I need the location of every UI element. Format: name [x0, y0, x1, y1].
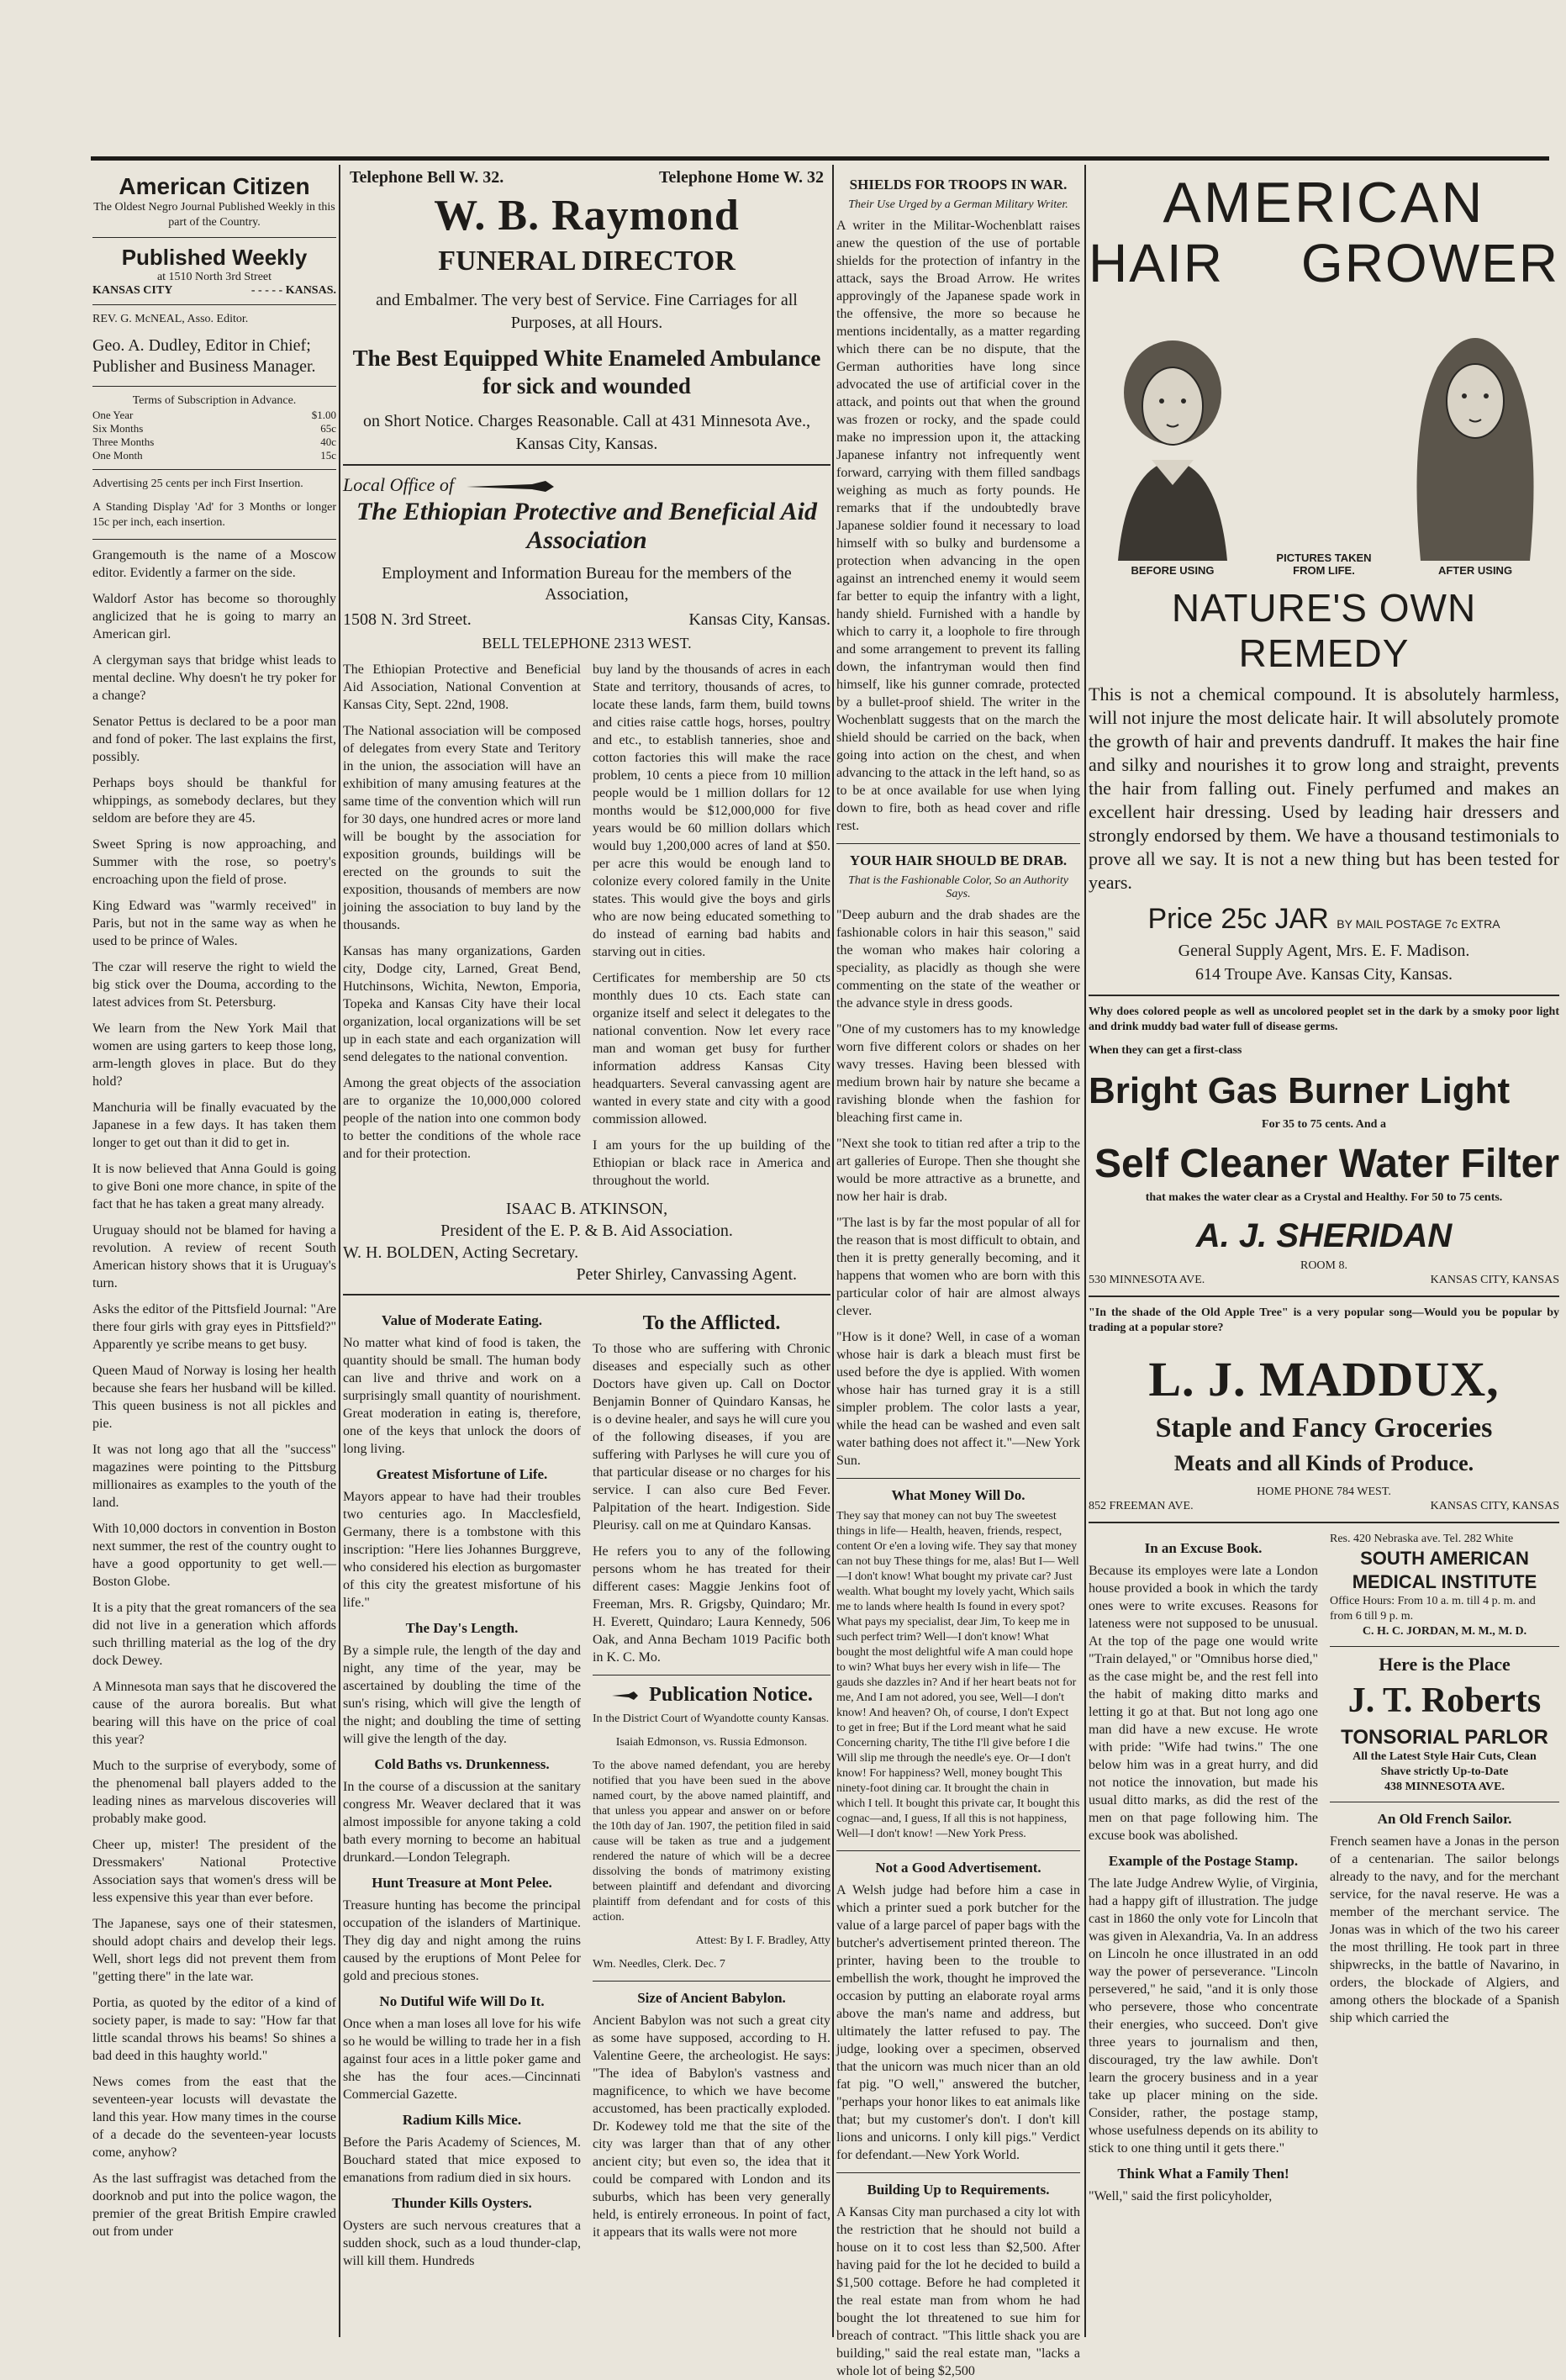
terms-label: Six Months: [92, 422, 144, 435]
divider: [1089, 1296, 1559, 1297]
roberts-address: 438 MINNESOTA AVE.: [1384, 1781, 1505, 1793]
article-body: No matter what kind of food is taken, the quantity should be small. The human body can live and thrive and work on a surprisingly small quantity of nourishment. Great moderation in eating is, therefore, one of the keys that unlock the doors of long living.: [343, 1336, 581, 1456]
portrait-row: [1089, 299, 1559, 577]
sheridan-street: 530 MINNESOTA AVE.: [1089, 1274, 1205, 1286]
news-item: Waldorf Astor has become so thoroughly anglicized that he is going to marry an American girl.: [92, 592, 336, 641]
divider: [92, 386, 336, 387]
notice-text: on Short Notice. Charges Reasonable. Call at 431 Minnesota Ave., Kansas City, Kansas.: [363, 412, 810, 453]
article-body: "One of my customers has to my knowledge worn five different colors or shades on her wavy tresses. Having been blessed with medium brown hair by nature she became a ravishing blonde when the fashion for bleaching first came in.: [836, 1022, 1080, 1125]
city-left: KANSAS CITY: [92, 284, 173, 297]
association-address: [343, 610, 830, 630]
woman-portrait-icon: [1101, 325, 1244, 561]
column-advertisements: [343, 168, 830, 2337]
city-right: - - - - - KANSAS.: [250, 284, 336, 297]
portrait-before: [1101, 325, 1244, 577]
notice-line: Wm. Needles, Clerk. Dec. 7: [593, 1958, 725, 1971]
middle-caption: PICTURES TAKEN FROM LIFE.: [1276, 551, 1372, 577]
remedy-description: This is not a chemical compound. It is absolutely harmless, will not injure the most delicate hair. It will absolutely promote the growth of hair and prevents dandruff. It makes the hair fine and silky and nourishes it to grow long and straight, prevents the hair from falling out. Finely perfumed and makes an excellent hair dressing. Used by leading hair dressers and strongly endorsed by them. We have a thousand testimonials to prove all we say. It is not a new thing but has been tested for years.: [1089, 683, 1559, 893]
divider: [1330, 1646, 1559, 1647]
top-rule: [91, 156, 1549, 161]
pointing-hand-icon: [610, 1690, 639, 1702]
terms-row: [92, 409, 336, 422]
divider: [836, 1850, 1080, 1851]
lower-left-articles: [343, 1304, 581, 2278]
divider: [92, 539, 336, 540]
news-item: A Minnesota man says that he discovered the cause of the aurora borealis. But what bearing will this have on the price of coal this year?: [92, 1680, 336, 1747]
south-american: SOUTH AMERICAN: [1360, 1548, 1529, 1569]
news-item: It is a pity that the great romancers of the sea did not live in a generation which affords such thrilling material as the log of the dry dock Dewey.: [92, 1601, 336, 1668]
paragraph: Kansas has many organizations, Garden city, Dodge city, Larned, Great Bend, Hutchinsons, Wichita, Newton, Emporia, Topeka and Kansas City have their local organization, local organizations will be set up in each state and each organization will send delegates to the national convention.: [343, 944, 581, 1064]
news-item: Sweet Spring is now approaching, and Summer with the rose, so poetry's encroaching upon the field of prose.: [92, 837, 336, 887]
office-hours: Office Hours: From 10 a. m. till 4 p. m. and from 6 till 9 p. m.: [1330, 1595, 1536, 1623]
postage-text: BY MAIL POSTAGE 7c EXTRA: [1337, 917, 1500, 931]
poem-heading: What Money Will Do.: [891, 1487, 1026, 1503]
article-body: A writer in the Militar-Wochenblatt raises anew the question of the use of portable shields for the protection of infantry in the attack, says the Broad Arrow. He writes approvingly of the Japanese spade work in the offensive, the more so because he mentions incidentally, as a matter regarding which there can be no dispute, that the German authorities have long since advocated the use of artificial cover in the attack, and points out that when the ground was frozen or rocky, and the spade could make no impression upon it, the attacking Japanese infantry not infrequently went forward, carrying with them filled sandbags weighing as much as forty pounds. He remarks that if the undoubtedly brave Japanese soldier found it necessary to load himself with so bulky and burdensome a protection when advancing in the open against an intrenched enemy it would seem far better to equip the infantry with a light, handy shield. Furnished with a handle by which to carry it, a loophole to fire through and some arrangement to prevent its falling down, the infantryman would then find himself, like his gunner comrade, protected by a bullet-proof shield. The writer in the Wochenblatt suggests that on the march the shield should be carried on the back, when going into action on the chest, and when advancing to the attack in the left hand, so as to be at once available for use when lying down to fire, both as head cover and rifle rest.: [836, 219, 1080, 833]
news-item: Grangemouth is the name of a Moscow editor. Evidently a farmer on the side.: [92, 548, 336, 580]
masthead-title: American Citizen: [119, 173, 310, 199]
news-item: Manchuria will be finally evacuated by the Japanese in a few days. It has taken them longer to get out than it did to get in.: [92, 1100, 336, 1150]
article-body: A Kansas City man purchased a city lot with the restriction that he should not build a house on it to cost less than $2,500. After having paid for the lot he decided to build a $1,500 cottage. Before he had completed it the real estate man from whom he had bought the lot threatened to sue him for breach of contract. "This little shack you are building," said the real estate man, "lacks a whole lot of being $2,500: [836, 2205, 1080, 2378]
article-body: "The last is by far the most popular of all for the reason that is most difficult to obtain, and then it is pretty generally becoming, and it happens that women who are born with this particular color of hair are almost always clever.: [836, 1216, 1080, 1318]
news-item: It was not long ago that all the "success" magazines were pointing to the Pittsburg millionaires as examples to the youth of the land.: [92, 1443, 336, 1510]
notice-line: Attest: By I. F. Bradley, Atty: [695, 1934, 830, 1947]
article-heading: No Dutiful Wife Will Do It.: [379, 1993, 545, 2009]
maddux-phone: HOME PHONE 784 WEST.: [1257, 1486, 1391, 1498]
news-item: King Edward was "warmly received" in Paris, but not in the same way as when he used to be prince of Wales.: [92, 899, 336, 948]
divider: [92, 304, 336, 305]
column-articles: [836, 168, 1080, 2378]
article-heading: Think What a Family Then!: [1117, 2166, 1289, 2182]
association-text-right: [593, 661, 830, 1198]
news-item: News comes from the east that the seventeen-year locusts will devastate the land this year. How many times in the course of a decade do the seventeen-year locusts come, anyhow?: [92, 2075, 336, 2160]
signature-title: President of the E. P. & B. Aid Association.: [440, 1222, 733, 1240]
terms-price: $1.00: [311, 409, 336, 421]
news-item: Uruguay should not be blamed for having a revolution. A review of recent South American history shows that it is Uruguay's turn.: [92, 1223, 336, 1290]
article-body: In the course of a discussion at the sanitary congress Mr. Weaver declared that it was almost impossible for anyone taking a cold bath every morning to become an habitual drunkard.—London Telegraph.: [343, 1780, 581, 1865]
terms-label: Three Months: [92, 435, 155, 448]
publication-notice-heading: [593, 1684, 830, 1707]
terms-row: [92, 449, 336, 462]
news-item: Queen Maud of Norway is losing her health because she fears her husband will be killed. This queen business is not all pickles and pie.: [92, 1364, 336, 1431]
terms-title: Terms of Subscription in Advance.: [132, 394, 297, 407]
telephone-bell: Telephone Bell W. 32.: [350, 168, 504, 187]
gas-burner-light: Bright Gas Burner Light: [1089, 1070, 1511, 1111]
article-body: Once when a man loses all love for his wife so he would be willing to trade her in a fish against four aces in a little poker game and she has the four aces.—Cincinnati Commercial Gazette.: [343, 2017, 581, 2102]
article-heading: In an Excuse Book.: [1144, 1540, 1263, 1556]
article-heading: The Day's Length.: [405, 1620, 519, 1636]
bottom-articles: [1089, 1532, 1318, 2214]
raymond-name: W. B. Raymond: [434, 192, 740, 240]
masthead-subtitle: The Oldest Negro Journal Published Weekly in this part of the Country.: [93, 201, 335, 229]
article-heading: Building Up to Requirements.: [867, 2182, 1050, 2198]
sheridan-city: KANSAS CITY, KANSAS: [1430, 1274, 1559, 1286]
terms-price: 15c: [320, 449, 336, 462]
article-heading: Radium Kills Mice.: [402, 2112, 522, 2128]
ethiopian-association-title: The Ethiopian Protective and Beneficial Aid Association: [356, 498, 818, 554]
article-body: Mayors appear to have had their troubles two centuries ago. In Macclesfield, Germany, there is a tombstone with this inscription: "Here lies Johannes Burggreve, who considered his election as burgomaster of this city the greatest misfortune of his life.": [343, 1490, 581, 1610]
advertising-rate: Advertising 25 cents per inch First Insertion.: [92, 478, 303, 490]
terms-label: One Month: [92, 449, 143, 462]
tonsorial-parlor: TONSORIAL PARLOR: [1341, 1726, 1548, 1749]
latest-style: All the Latest Style Hair Cuts, Clean: [1352, 1750, 1537, 1763]
article-body: "Well," said the first policyholder,: [1089, 2189, 1273, 2203]
meats-produce: Meats and all Kinds of Produce.: [1173, 1451, 1474, 1475]
divider: [836, 2172, 1080, 2173]
article-body: Treasure hunting has become the principal occupation of the islanders of Martinique. They dig day and night among the ruins caused by the eruptions of Mont Pelee for gold and precious stones.: [343, 1898, 581, 1983]
divider: [836, 843, 1080, 844]
medical-institute: MEDICAL INSTITUTE: [1352, 1571, 1537, 1592]
article-heading: Size of Ancient Babylon.: [637, 1990, 786, 2006]
funeral-director: FUNERAL DIRECTOR: [438, 245, 736, 277]
afflicted-body: To those who are suffering with Chronic diseases and especially such as other Doctors have given up. Call on Doctor Benjamin Bonner of Quindaro Kansas, he is o devine healer, and says he will cure you of the following diseases, if you are suffering with Parlyses he will cure you of that particular disease or no charges for his service. I can also cure Bed Fever. Palpitation of the heart. Indigestion. Side Pleurisy. call on me at Quindaro Kansas.: [593, 1342, 830, 1533]
self-cleaner-filter: Self Cleaner Water Filter: [1094, 1142, 1559, 1186]
publication-notice-title: Publication Notice.: [649, 1684, 813, 1706]
column-hair-grower: [1089, 168, 1559, 2337]
divider: [92, 237, 336, 238]
article-heading: Value of Moderate Eating.: [381, 1312, 543, 1328]
roberts-name: J. T. Roberts: [1347, 1681, 1542, 1720]
article-heading: Cold Baths vs. Drunkenness.: [374, 1756, 550, 1772]
terms-row: [92, 435, 336, 449]
article-heading: Thunder Kills Oysters.: [392, 2195, 532, 2211]
article-heading: An Old French Sailor.: [1377, 1811, 1512, 1827]
news-item: We learn from the New York Mail that women are using garters to keep those long, arm-length gloves in place. But do they hold?: [92, 1021, 336, 1089]
woman-portrait-icon: [1404, 309, 1547, 561]
ad-grower: GROWER: [1300, 233, 1559, 293]
news-item: As the last suffragist was detached from the doorknob and put into the police wagon, the premier of the great British Empire crawled out from under: [92, 2172, 336, 2239]
gas-price: For 35 to 75 cents. And a: [1262, 1118, 1386, 1131]
bottom-ads: [1330, 1532, 1559, 2214]
associate-editor: REV. G. McNEAL, Asso. Editor.: [92, 313, 249, 325]
sheridan-room: ROOM 8.: [1300, 1259, 1347, 1272]
paragraph: The National association will be composed of delegates from every State and Teritory in the union, the association will have an exhibition of many amusing features at the same time of the convention which will run for 30 days, one hundred acres or more land will be bought by the association for exposition grounds, buildings will be erected on the grounds to suit the exposition, thousands of members are now joining the association to buy land by the thousands.: [343, 724, 581, 932]
maddux-name: L. J. MADDUX,: [1148, 1352, 1500, 1406]
divider: [593, 1981, 830, 1982]
notice-line: Isaiah Edmonson, vs. Russia Edmonson.: [615, 1736, 808, 1749]
article-heading: Example of the Postage Stamp.: [1108, 1853, 1299, 1869]
association-city: Kansas City, Kansas.: [688, 610, 830, 629]
paragraph: Certificates for membership are 50 cts monthly dues 10 cts. Each state can organize itself and select it delegates to the national convention. Now let every race man and woman get busy for further information address Kansas City headquarters. Several canvassing agent are wanted in every state and city with a good commission allowed.: [593, 971, 830, 1127]
article-body: French seamen have a Jonas in the person of a centenarian. The sailor belongs already to the navy, and for the merchant service, for the naval reserve. He was a member of the merchant service. The Jonas was in which of the two his career the most thrilling. He took part in three shipwrecks, in the battle of Navarino, in orders, the blockade of Algiers, and among others the blockade of a Spanish ship which carried the: [1330, 1834, 1559, 2025]
news-item: A clergyman says that bridge whist leads to mental decline. Why doesn't he try poker for a change?: [92, 653, 336, 703]
publisher-address: at 1510 North 3rd Street: [156, 271, 272, 283]
divider: [343, 1294, 830, 1296]
article-body: A Welsh judge had before him a case in which a printer sued a pork butcher for the value of a large parcel of paper bags with the butcher's advertisement printed thereon. The printer, having been to the trouble to embellish the work, thought he improved the occasion by putting an elaborate royal arms above the man's name and address, but ultimately the latter refused to pay. The judge, looking over a specimen, observed that the unicorn was much nicer than an old fat pig. "O well," answered the butcher, "perhaps your honor likes to eat animals like that; but my customer's don't. I don't kill lions and unicorns. I only kill pigs." Verdict for defendant.—New York World.: [836, 1883, 1080, 2162]
ambulance-text: The Best Equipped White Enameled Ambulance for sick and wounded: [352, 346, 821, 398]
news-item: With 10,000 doctors in convention in Boston next summer, the rest of the country ought to have a good opportunity to get well.—Boston Globe.: [92, 1522, 336, 1589]
after-caption: AFTER USING: [1437, 564, 1513, 577]
portrait-middle: [1269, 548, 1379, 577]
news-item: Much to the surprise of everybody, some of the phenomenal ball players added to the leading nines as marvelous discoveries will probably make good.: [92, 1759, 336, 1826]
divider: [1089, 1522, 1559, 1523]
news-item: Perhaps boys should be thankful for whippings, as somebody declares, but they seldom are before they are 45.: [92, 776, 336, 826]
article-body: By a simple rule, the length of the day and night, any time of the year, may be ascertained by doubling the time of the sun's rising, which will give the length of the night; and doubling the time of setting will give the length of the day.: [343, 1644, 581, 1746]
news-item: The Japanese, says one of their statesmen, should adopt chairs and develop their legs. Well, short legs did not prevent them from "getting there" in the late war.: [92, 1917, 336, 1984]
local-office-text: Local Office of: [343, 474, 454, 495]
column-masthead: [92, 168, 336, 2337]
maddux-address: [1089, 1500, 1559, 1513]
telephone-row: [343, 168, 830, 187]
article-body: Oysters are such nervous creatures that a sudden shock, such as a loud thunder-clap, will kill them. Hundreds: [343, 2219, 581, 2268]
ad-hair: HAIR: [1089, 233, 1224, 293]
sheridan-name: A. J. SHERIDAN: [1195, 1217, 1453, 1254]
notice-line: In the District Court of Wyandotte county Kansas.: [593, 1712, 830, 1725]
article-heading: Hunt Treasure at Mont Pelee.: [372, 1875, 552, 1891]
shave-line: Shave strictly Up-to-Date: [1380, 1765, 1509, 1778]
paragraph-list: [92, 546, 336, 2240]
paragraph: I am yours for the up building of the Ethiopian or black race in America and throughout the world.: [593, 1138, 830, 1188]
local-office-label: [343, 474, 830, 496]
article-subheading: That is the Fashionable Color, So an Authority Says.: [848, 874, 1068, 900]
telephone-home: Telephone Home W. 32: [659, 168, 824, 187]
supply-agent: General Supply Agent, Mrs. E. F. Madison.: [1178, 942, 1470, 960]
bottom-section: [1089, 1532, 1559, 2214]
divider: [1089, 995, 1559, 996]
published-weekly: Published Weekly: [121, 245, 308, 270]
signature-agent: Peter Shirley, Canvassing Agent.: [576, 1265, 797, 1284]
article-body: Because its employes were late a London house provided a book in which the tardy ones were to write excuses. Reasons for lateness were not supposed to be unusual. At the top of the page one would write "Train delayed," or "Omnibus horse died," as the case might be, and the rest fell into the habit of making ditto marks and letting it go at that. But not long ago one man did have a new excuse. He wrote with pride: "Wife had twins." The one below him was in a great hurry, and did not notice the innovation, but made his usual ditto marks, as did the rest of the men on that page following him. The excuse book was abolished.: [1089, 1564, 1318, 1843]
standing-ad-rate: A Standing Display 'Ad' for 3 Months or longer 15c per inch, each insertion.: [92, 501, 336, 529]
price-text: Price 25c JAR: [1147, 903, 1329, 935]
divider: [836, 1478, 1080, 1479]
association-text-left: [343, 661, 581, 1198]
afflicted-body: He refers you to any of the following persons whom he has treated for their different cases: Maggie Jenkins foot of Freeman, Mrs. R. Grigsby, Quindaro; Mr. H. Everett, Quindaro; Laura Kennedy, 506 Oak, and Anna Becham 1019 Pacific both in K. C. Mo.: [593, 1544, 830, 1665]
city-line: [92, 284, 336, 298]
news-item: Cheer up, mister! The president of the Dressmakers' National Protective Association says that women's dress will be less expensive this year than ever before.: [92, 1838, 336, 1905]
terms-row: [92, 422, 336, 435]
terms-price: 40c: [320, 435, 336, 448]
news-item: Asks the editor of the Pittsfield Journal: "Are there four girls with gray eyes in Pittsfield?" Apparently ye scribe means to get busy.: [92, 1302, 336, 1352]
signature-secretary: W. H. BOLDEN, Acting Secretary.: [343, 1243, 579, 1262]
maddux-city: KANSAS CITY, KANSAS: [1430, 1500, 1559, 1512]
terms-price: 65c: [320, 422, 336, 435]
news-item: Portia, as quoted by the editor of a kind of society paper, is made to say: "How far that little scandal throws his beams! So shines a bad deed in this haughty world.": [92, 1996, 336, 2063]
paragraph: buy land by the thousands of acres in each State and territory, thousands of acres, to locate these lands, farm them, build towns and cities raise cattle hogs, horses, poultry and etc., to establish tanneries, shoe and cotton factories this will make the race problem, 10 cents a piece from 10 million people would be 1 million dollars for 12 months would be $12,000,000 for five years would be 60 million dollars which would buy 1,200,000 acres of land at $50. per acre this would be enough land to colonize every colored family in the Unite states. This would give the boys and girls who are now being educated something to do instead of earning bad habits and starving out in cities.: [593, 662, 830, 959]
article-body: Ancient Babylon was not such a great city as some have supposed, according to H. Valentine Geere, the archeologist. He says: "The idea of Babylon's vastness and magnificence, to which we have become accustomed, has been practically exploded. Dr. Kodewey told me that the site of the city was larger than that of any other ancient city; but even so, the idea that it could be compared with London and its suburbs, which has been very generally held, is entirely erroneous. In point of fact, it appears that its walls were not more: [593, 2013, 830, 2240]
article-body: "How is it done? Well, in case of a woman whose hair is dark a bleach must first be used before the dye is applied. With women whose hair has turned gray it is a still simpler problem. The color lasts a year, while the head can be washed and even salt water bathing does not affect it."—New York Sun.: [836, 1330, 1080, 1468]
divider: [343, 464, 830, 466]
article-heading: YOUR HAIR SHOULD BE DRAB.: [849, 852, 1068, 868]
institute-residence: Res. 420 Nebraska ave. Tel. 282 White: [1330, 1533, 1514, 1545]
embalmer-text: and Embalmer. The very best of Service. Fine Carriages for all Purposes, at all Hours.: [376, 291, 798, 332]
here-is-the-place: Here is the Place: [1379, 1654, 1511, 1675]
chief-editor: Geo. A. Dudley, Editor in Chief; Publisher and Business Manager.: [92, 336, 316, 376]
article-body: "Next she took to titian red after a trip to the art galleries of Europe. Then she thought she would be more attractive as a brunette, and now her hair is drab.: [836, 1137, 1080, 1204]
lower-right-articles: [593, 1304, 830, 2278]
article-body: Before the Paris Academy of Sciences, M. Bouchard stated that mice exposed to emanations from radium died in six hours.: [343, 2135, 581, 2185]
lower-articles: [343, 1304, 830, 2278]
article-heading: Greatest Misfortune of Life.: [376, 1466, 548, 1482]
ad-hair-grower: [1089, 234, 1559, 293]
sheridan-intro: Why does colored people as well as uncolored peoplet set in the dark by a smoky poor light and drink muddy bad water full of disease germs.: [1089, 1005, 1559, 1033]
bell-telephone: BELL TELEPHONE 2313 WEST.: [482, 635, 692, 652]
afflicted-heading: To the Afflicted.: [642, 1312, 781, 1334]
paragraph: The Ethiopian Protective and Beneficial Aid Association, National Convention at Kansas City, Sept. 22nd, 1908.: [343, 662, 581, 712]
news-item: The czar will reserve the right to wield the big stick over the Douma, according to the latest advices from St. Petersburg.: [92, 960, 336, 1010]
column-divider-1: [339, 165, 340, 2337]
poem-body: They say that money can not buy The sweetest things in life— Health, heaven, friends, respect, content Or e'en a loving wife. They say that money can not buy These things for me, alas! But I— Well—I don't know! What bought my private car? Just wealth. What bought my lovely yacht, Which sails me to lands where health Is found in every spot? What pays my specialist, dear Jim, To keep me in such perfect trim? Well—I don't know! What bought the most delightful wife A man could hope to win? What buys her every wish in life— The gauds she dazzles in? And if her heart beats not for me, And I am not adored, you see, Well—I don't know! And heaven? Oh, of course, I don't Expect to get in free; But if the Lord meant what he said Concerning charity, The tithe I'll give before I die Will slip me through the needle's eye. Or—I don't know! For happiness? Well, money bought This ninety-foot dining car. It brought the chain in which I tell. It bought this private car, It bought this cognac—and, I guess, If all this is not happiness, Well—I don't know! —New York Press.: [836, 1510, 1080, 1840]
news-item: It is now believed that Anna Gould is going to give Boni one more chance, in spite of the fact that he has taken a great many already.: [92, 1162, 336, 1211]
association-street: 1508 N. 3rd Street.: [343, 610, 472, 629]
terms-label: One Year: [92, 409, 134, 421]
maddux-intro: "In the shade of the Old Apple Tree" is a very popular song—Would you be popular by trading at a popular store?: [1089, 1306, 1559, 1334]
article-body: The late Judge Andrew Wylie, of Virginia, had a happy gift of illustration. The judge cast in 1860 the only vote for Lincoln that was given in Alexandria, Va. In an address on Lincoln he once illustrated in an odd way the power of perseverance. "Lincoln persevered," he said, "and it is only those who persevere, those who concentrate their energies, who succeed. Don't give three years to journalism and then, discouraged, try the law awhile. Don't learn the grocery business and in a year take up placer mining on the side. Consider, rather, the postage stamp, whose usefulness depends on its ability to stick to one thing until it gets there.": [1089, 1876, 1318, 2156]
sheridan-when: When they can get a first-class: [1089, 1044, 1242, 1057]
article-subheading: Their Use Urged by a German Military Writer.: [848, 198, 1068, 211]
article-heading: SHIELDS FOR TROOPS IN WAR.: [849, 177, 1068, 193]
filter-description: that makes the water clear as a Crystal and Healthy. For 50 to 75 cents.: [1145, 1191, 1503, 1204]
price-line: [1089, 903, 1559, 936]
maddux-street: 852 FREEMAN AVE.: [1089, 1500, 1194, 1512]
staple-groceries: Staple and Fancy Groceries: [1155, 1412, 1493, 1443]
article-body: "Deep auburn and the drab shades are the fashionable colors in hair this season," said the woman who makes hair coloring a speciality, as placidly as though she were commenting on the state of the weather or the advance style in dress goods.: [836, 908, 1080, 1011]
sheridan-address: [1089, 1274, 1559, 1287]
column-divider-2: [832, 165, 834, 2337]
paragraph: Among the great objects of the association are to organize the 10,000,000 colored people of the nation into one common body to better the conditions of the whole race and for their protection.: [343, 1076, 581, 1161]
article-heading: Not a Good Advertisement.: [875, 1860, 1041, 1876]
agent-address: 614 Troupe Ave. Kansas City, Kansas.: [1194, 965, 1453, 984]
association-text: [343, 661, 830, 1198]
natures-own-remedy: NATURE'S OWN REMEDY: [1171, 586, 1477, 675]
divider: [92, 469, 336, 470]
terms-list: [92, 409, 336, 462]
doctor-name: C. H. C. JORDAN, M. M., M. D.: [1362, 1625, 1527, 1638]
before-caption: BEFORE USING: [1131, 564, 1215, 577]
signature-name: ISAAC B. ATKINSON,: [505, 1200, 668, 1218]
pointing-hand-icon: [465, 479, 557, 494]
portrait-after: [1404, 309, 1547, 577]
column-divider-3: [1084, 165, 1086, 2337]
employment-bureau: Employment and Information Bureau for the members of the Association,: [382, 564, 792, 604]
notice-line: To the above named defendant, you are hereby notified that you have been sued in the above named court, by the above named plaintiff, and that unless you appear and answer on or before the 10th day of Jan. 1907, the petition filed in said cause will be taken as true and a judgement rendered the nature of which will be a decree dissolving the bonds of matrimony existing between plaintiff and defendant and divorcing plaintiff from defendant and for costs of this action.: [593, 1760, 830, 1924]
ad-american: AMERICAN: [1163, 171, 1485, 235]
news-item: Senator Pettus is declared to be a poor man and fond of poker. The last explains the first, possibly.: [92, 715, 336, 764]
